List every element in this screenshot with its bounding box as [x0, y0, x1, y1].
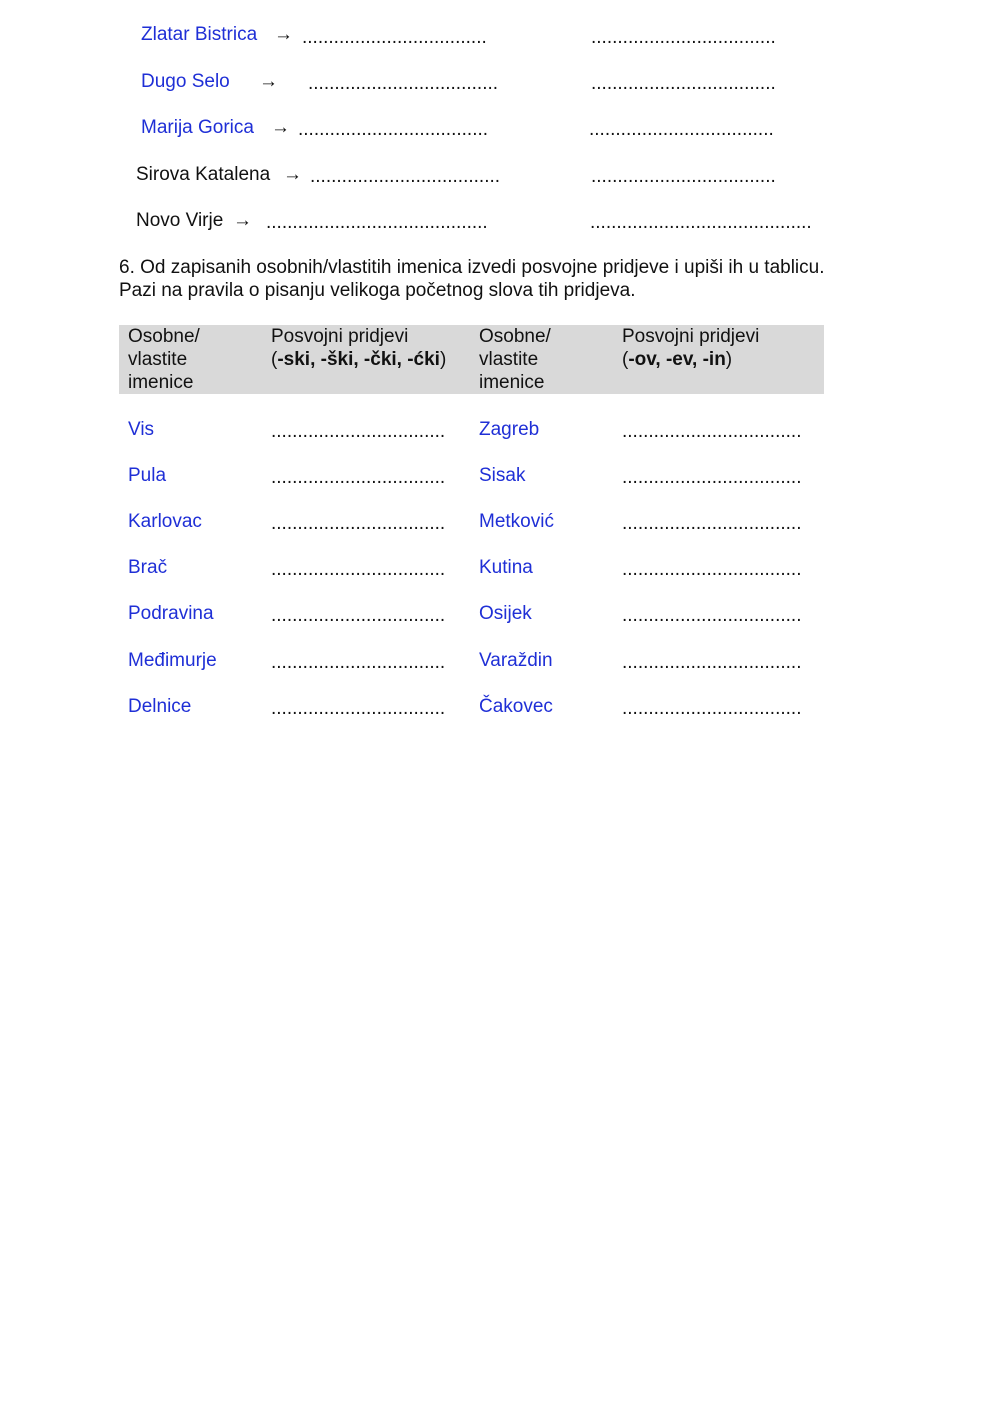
header-adjectives-right: Posvojni pridjevi (-ov, -ev, -in) — [622, 326, 760, 370]
arrow-icon: → — [233, 210, 252, 231]
arrow-icon: → — [259, 71, 278, 92]
answer-blank[interactable]: .......................................... — [266, 212, 488, 233]
table-row-noun: Osijek — [479, 603, 532, 624]
table-row-noun: Podravina — [128, 603, 214, 624]
table-row-noun: Međimurje — [128, 650, 217, 671]
table-row-noun: Pula — [128, 465, 167, 486]
answer-blank[interactable]: .................................... — [308, 73, 499, 94]
table-row-noun: Kutina — [479, 557, 533, 578]
answer-blank[interactable]: .................................. — [622, 698, 802, 719]
answer-blank[interactable]: ................................. — [271, 421, 446, 442]
suffix-list: -ski, -ški, -čki, -ćki — [277, 349, 440, 370]
arrow-icon: → — [274, 24, 293, 45]
table-row-noun: Karlovac — [128, 511, 202, 532]
place-name: Novo Virje — [136, 210, 224, 231]
table-row-noun: Čakovec — [479, 696, 553, 717]
answer-blank[interactable]: ................................. — [271, 605, 446, 626]
table-row-noun: Varaždin — [479, 650, 553, 671]
arrow-icon: → — [283, 164, 302, 185]
answer-blank[interactable]: .................................. — [622, 467, 802, 488]
answer-blank[interactable]: .................................... — [310, 166, 501, 187]
task-instruction — [119, 256, 880, 302]
answer-blank[interactable]: .................................. — [622, 559, 802, 580]
instruction-line: 6. Od zapisanih osobnih/vlastitih imenica izvedi posvojne pridjeve i upiši ih u tablicu. — [119, 257, 825, 278]
table-row-noun: Metković — [479, 511, 554, 532]
answer-blank[interactable]: ................................... — [591, 73, 776, 94]
answer-blank[interactable]: ................................. — [271, 652, 446, 673]
answer-blank[interactable]: ................................... — [302, 27, 487, 48]
answer-blank[interactable]: .......................................... — [590, 212, 812, 233]
table-header — [119, 325, 824, 394]
answer-blank[interactable]: ................................. — [271, 513, 446, 534]
header-nouns-left: Osobne/ vlastite imenice — [128, 326, 200, 393]
answer-blank[interactable]: .................................. — [622, 605, 802, 626]
answer-blank[interactable]: ................................... — [589, 119, 774, 140]
suffix-list: -ov, -ev, -in — [628, 349, 726, 370]
header-nouns-right: Osobne/ vlastite imenice — [479, 326, 551, 393]
answer-blank[interactable]: ................................. — [271, 467, 446, 488]
answer-blank[interactable]: ................................. — [271, 559, 446, 580]
answer-blank[interactable]: ................................... — [591, 166, 776, 187]
answer-blank[interactable]: .................................. — [622, 513, 802, 534]
instruction-line: Pazi na pravila o pisanju velikoga početnog slova tih pridjeva. — [119, 280, 636, 301]
table-row-noun: Brač — [128, 557, 168, 578]
table-row-noun: Sisak — [479, 465, 526, 486]
table-row-noun: Zagreb — [479, 419, 540, 440]
table-row-noun: Delnice — [128, 696, 192, 717]
arrow-icon: → — [271, 117, 290, 138]
answer-blank[interactable]: ................................. — [271, 698, 446, 719]
place-name: Dugo Selo — [141, 71, 230, 92]
place-name: Marija Gorica — [141, 117, 254, 138]
answer-blank[interactable]: .................................... — [298, 119, 489, 140]
answer-blank[interactable]: .................................. — [622, 652, 802, 673]
header-adjectives-left: Posvojni pridjevi (-ski, -ški, -čki, -ćki) — [271, 326, 447, 370]
place-name: Zlatar Bistrica — [141, 24, 258, 45]
place-name: Sirova Katalena — [136, 164, 271, 185]
table-row-noun: Vis — [128, 419, 155, 440]
answer-blank[interactable]: ................................... — [591, 27, 776, 48]
answer-blank[interactable]: .................................. — [622, 421, 802, 442]
